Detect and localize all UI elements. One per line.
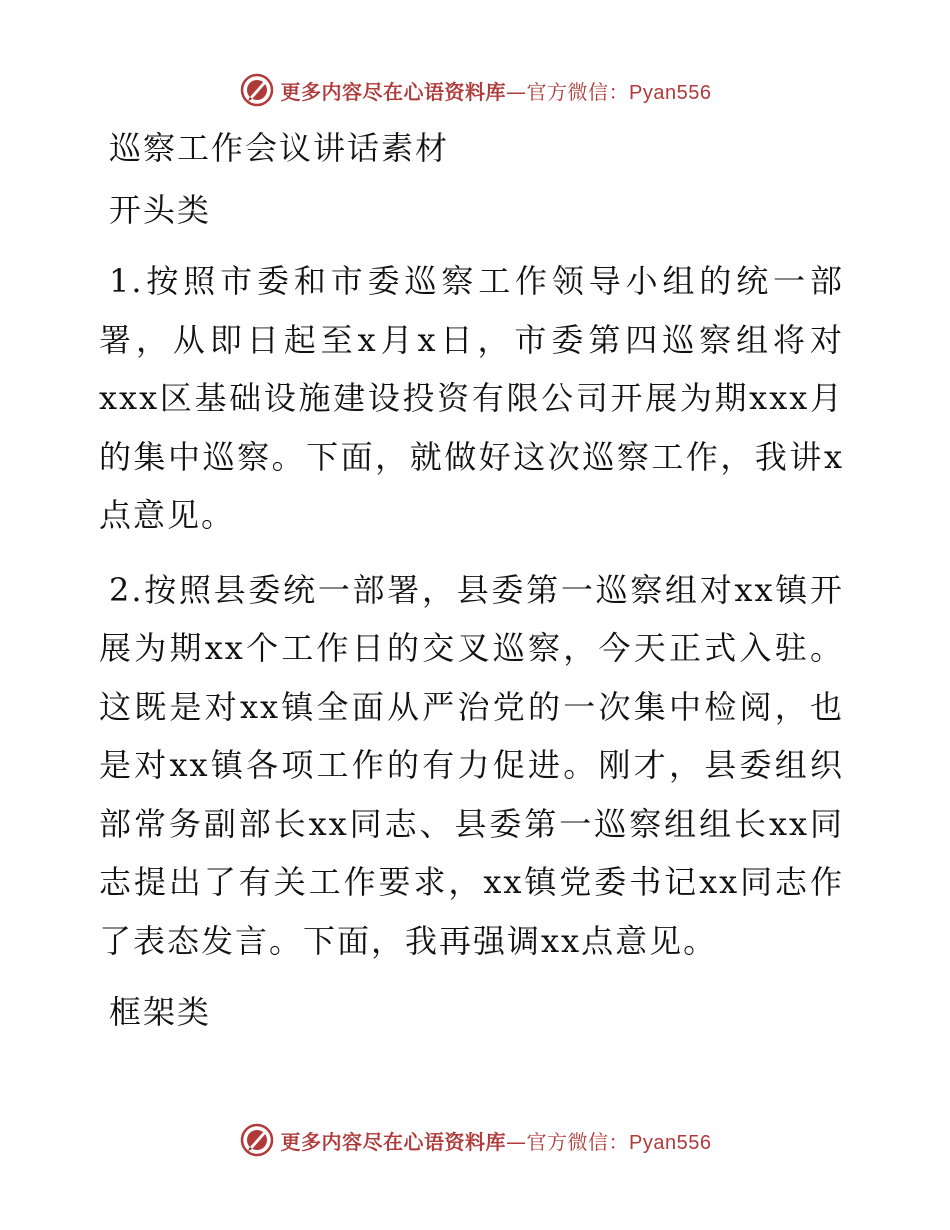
- header-watermark-banner: [0, 70, 950, 110]
- paragraph-1: 1.按照市委和市委巡察工作领导小组的统一部署，从即日起至x月x日，市委第四巡察组将对xxx区基础设施建设投资有限公司开展为期xxx月的集中巡察。下面，就做好这次巡察工作，我讲x点意见。: [99, 262, 844, 534]
- section-heading-opening: 开头类: [109, 191, 212, 229]
- banner-separator: —: [506, 1129, 527, 1154]
- banner-separator: —: [506, 79, 527, 104]
- banner-handle: Pyan556: [629, 1131, 712, 1154]
- section-heading-framework: 框架类: [109, 993, 212, 1031]
- paragraph-2: 2.按照县委统一部署，县委第一巡察组对xx镇开展为期xx个工作日的交叉巡察，今天正式入驻。这既是对xx镇全面从严治党的一次集中检阅，也是对xx镇各项工作的有力促进。刚才，县委组织部常务副部长xx同志、县委第一巡察组组长xx同志提出了有关工作要求，xx镇党委书记xx同志作了表态发言。下面，我再强调xx点意见。: [99, 570, 844, 960]
- document-body: [99, 122, 844, 1038]
- banner-brand: 更多内容尽在心语资料库: [280, 79, 507, 104]
- quill-pen-logo-icon: [239, 1122, 275, 1158]
- banner-official-label: 官方微信：: [526, 79, 630, 104]
- document-title: 巡察工作会议讲话素材: [109, 129, 450, 167]
- header-watermark-text: [281, 76, 712, 105]
- quill-pen-logo-icon: [239, 72, 275, 108]
- banner-handle: Pyan556: [629, 81, 712, 104]
- footer-watermark-banner: [0, 1120, 950, 1160]
- banner-official-label: 官方微信：: [526, 1129, 630, 1154]
- footer-watermark-text: [281, 1126, 712, 1155]
- banner-brand: 更多内容尽在心语资料库: [280, 1129, 507, 1154]
